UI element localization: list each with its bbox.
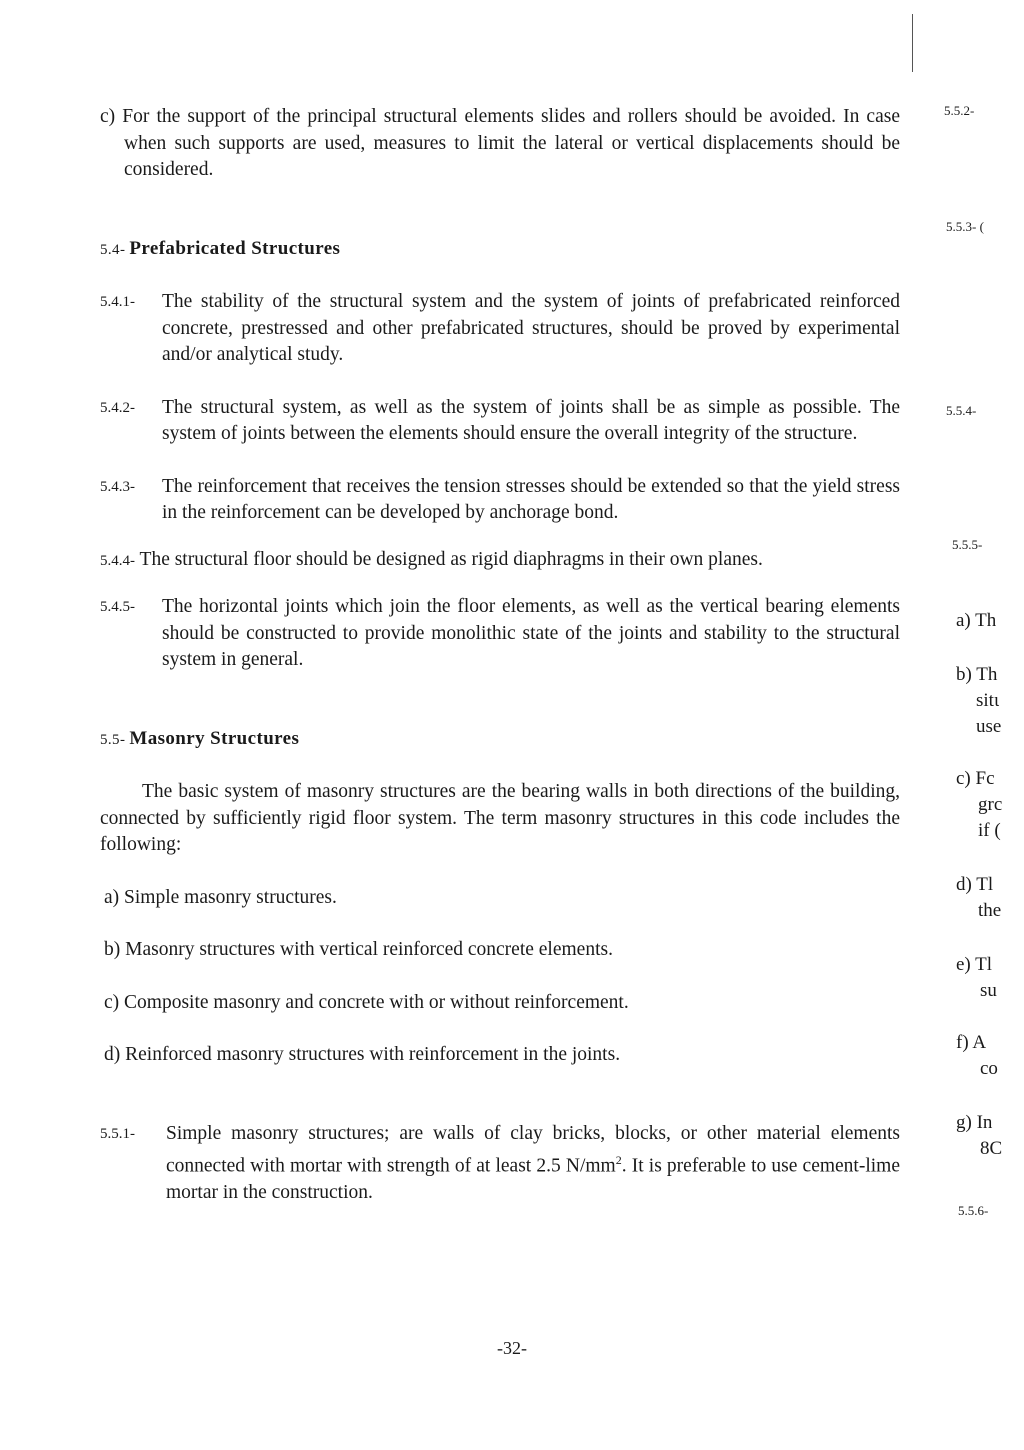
margin-label: 5.5.6-: [958, 1203, 989, 1218]
margin-label: c) Fc: [956, 768, 995, 789]
masonry-type-c: c) Composite masonry and concrete with or without reinforcement.: [104, 991, 629, 1013]
margin-label: the: [978, 900, 1002, 921]
masonry-type-b: b) Masonry structures with vertical reinforced concrete elements.: [104, 939, 613, 960]
masonry-type-d: d) Reinforced masonry structures with reinforcement in the joints.: [104, 1044, 621, 1065]
margin-label: g) In: [956, 1112, 993, 1133]
clause-5-4-2: [100, 395, 900, 448]
clause-number: 5.4.4-: [100, 552, 135, 569]
margin-label: sitι: [976, 690, 1000, 711]
clause-text: The structural floor should be designed as rigid diaphragms in their own planes.: [139, 548, 763, 570]
clause-number: 5.5.1-: [100, 1125, 135, 1142]
clause-5-5-1: [100, 1121, 900, 1207]
section-heading-masonry: [100, 726, 900, 754]
page-number: -32-: [497, 1338, 527, 1358]
main-column: [100, 104, 900, 1207]
clause-text: Simple masonry structures; are walls of clay bricks, blocks, or other material elements connected with mortar with strength of at least 2.5 N/mm: [166, 1122, 900, 1177]
margin-label: su: [980, 980, 997, 1001]
clause-5-4-4: [100, 547, 900, 575]
clause-number: 5.4.2-: [100, 399, 135, 416]
margin-label: e) Tl: [956, 954, 993, 975]
margin-label: 5.5.4-: [946, 403, 977, 418]
margin-label: 5.5.2-: [944, 103, 975, 118]
margin-label: if (: [978, 820, 1001, 841]
clause-text: The stability of the structural system and the system of joints of prefabricated reinforced concrete, prestressed and other prefabricated structures, should be proved by experimental and/or analytical study.: [162, 291, 900, 365]
margin-label: co: [980, 1058, 998, 1079]
clause-5-4-5: [100, 594, 900, 674]
clause-c-support: c) For the support of the principal structural elements slides and rollers should be avoided. In case when such supports are used, measures to limit the lateral or vertical displacements should be considered.: [100, 106, 900, 180]
section-title: Masonry Structures: [129, 727, 300, 749]
clause-text: The horizontal joints which join the floor elements, as well as the vertical bearing elements should be constructed to provide monolithic state of the joints and stability to the structural system in general.: [162, 596, 900, 670]
clause-5-4-1: [100, 289, 900, 369]
margin-label: 5.5.3- (: [946, 219, 984, 234]
clause-5-4-3: [100, 474, 900, 527]
clause-number: 5.4.3-: [100, 478, 135, 495]
adjacent-page-margin: [940, 0, 1024, 1450]
unit-exponent: 2: [615, 1153, 622, 1167]
clause-number: 5.4.1-: [100, 294, 135, 310]
scan-artifact-line: [912, 14, 913, 72]
margin-label: a) Th: [956, 610, 997, 631]
section-heading-prefabricated: [100, 236, 900, 264]
masonry-type-a: a) Simple masonry structures.: [104, 886, 337, 908]
section-number: 5.5-: [100, 731, 126, 748]
clause-text-end: . It is preferable to use cement-lime mortar in the construction.: [166, 1155, 900, 1203]
margin-label: 8C: [980, 1138, 1003, 1159]
margin-label: 5.5.5-: [952, 537, 983, 552]
margin-label: b) Th: [956, 664, 998, 685]
margin-label: grc: [978, 794, 1003, 815]
margin-label: use: [976, 716, 1002, 737]
margin-label: d) Tl: [956, 874, 994, 895]
clause-number: 5.4.5-: [100, 599, 135, 615]
clause-text: The structural system, as well as the system of joints shall be as simple as possible. The system of joints between the elements should ensure the overall integrity of the structure.: [162, 396, 900, 444]
section-title: Prefabricated Structures: [129, 237, 341, 259]
margin-label: f) A: [956, 1032, 987, 1053]
masonry-intro: The basic system of masonry structures are the bearing walls in both directions of the building, connected by sufficiently rigid floor system. The term masonry structures in this code includes the following:: [100, 781, 900, 855]
clause-text: The reinforcement that receives the tension stresses should be extended so that the yield stress in the reinforcement can be developed by anchorage bond.: [162, 475, 900, 523]
section-number: 5.4-: [100, 241, 126, 258]
